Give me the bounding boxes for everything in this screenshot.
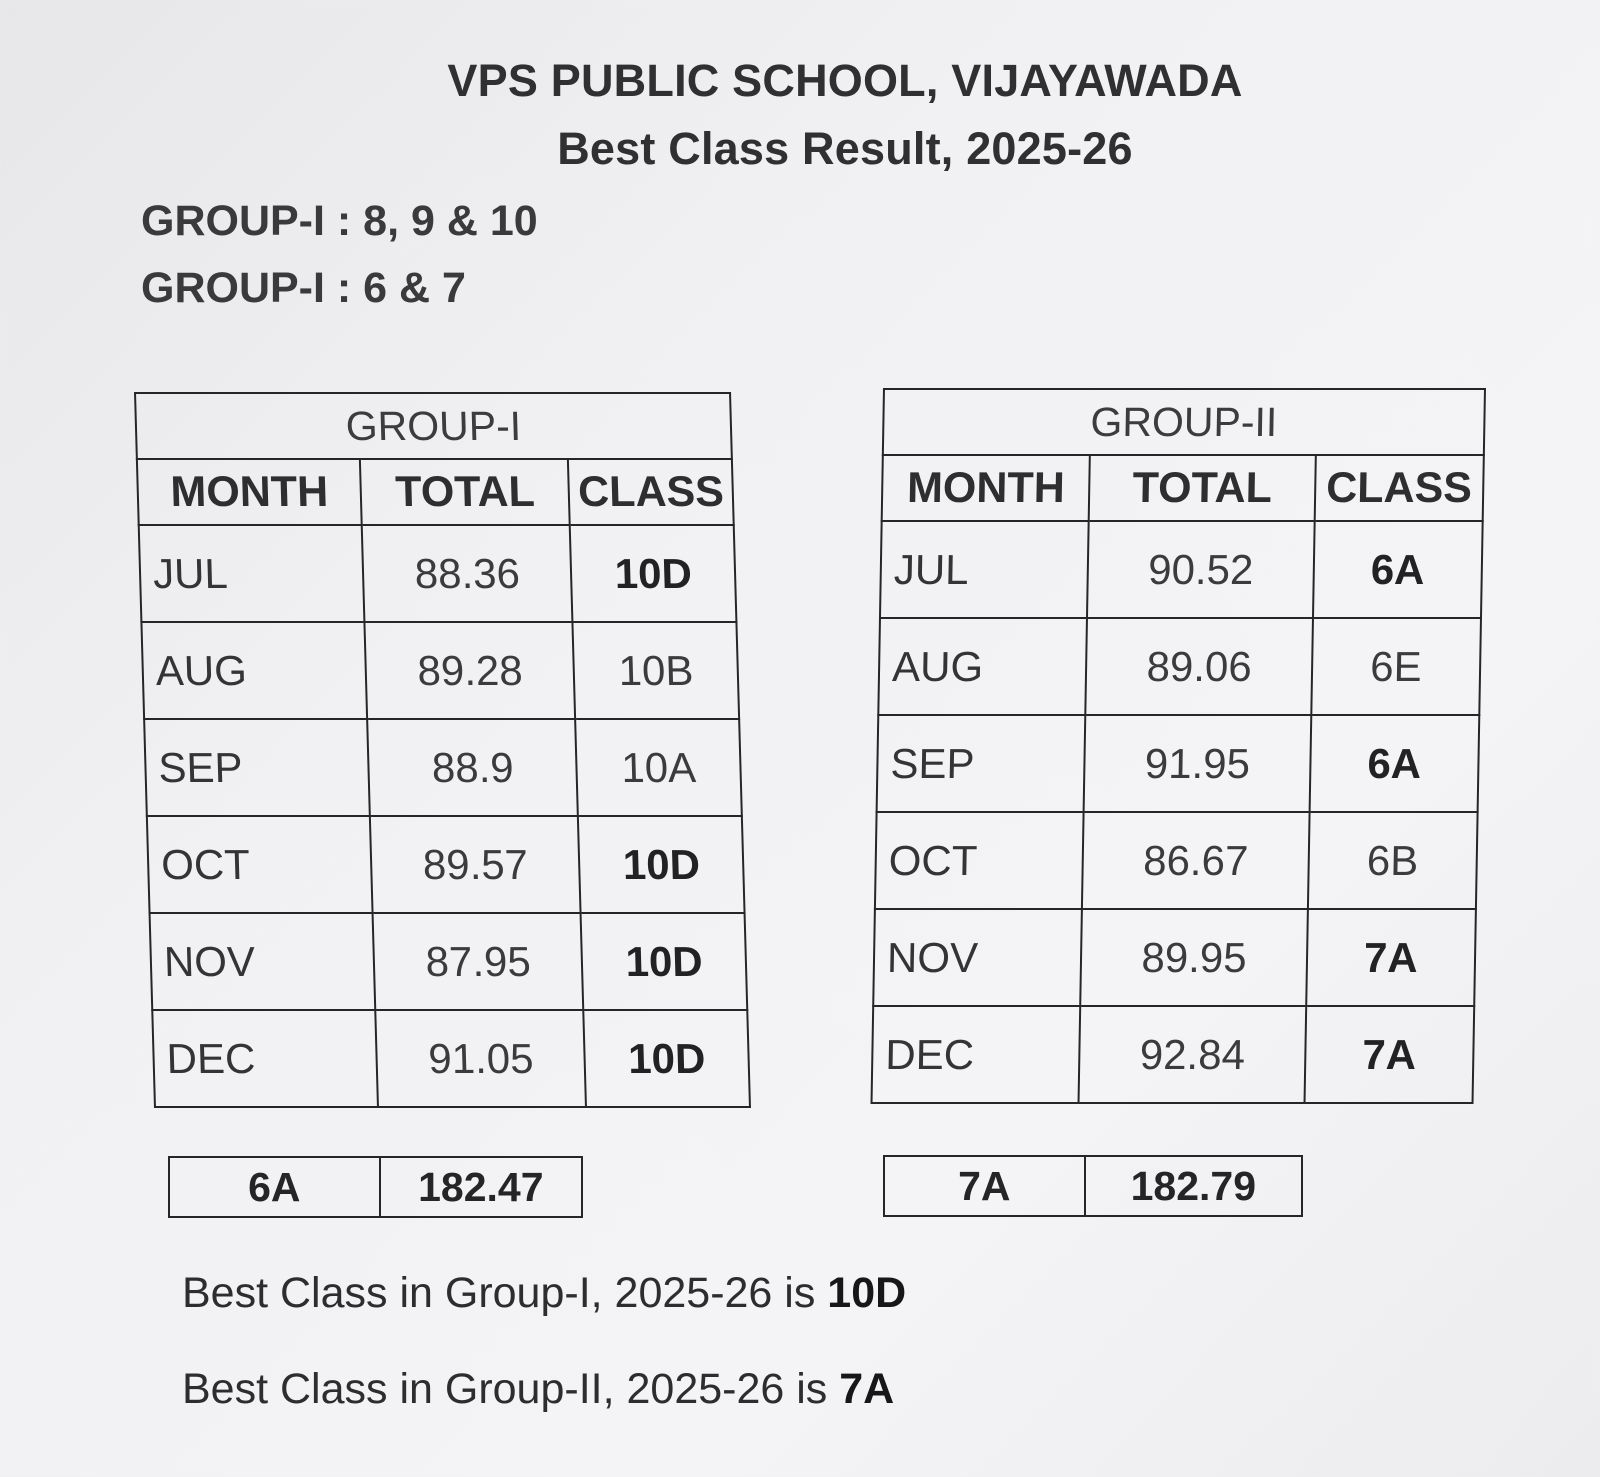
group-i-summary: [168, 1156, 583, 1218]
total-cell: 89.95: [1081, 909, 1308, 1006]
month-cell: SEP: [877, 715, 1086, 812]
class-cell: 6A: [1309, 715, 1479, 812]
group-ii-month-header: MONTH: [882, 455, 1090, 521]
class-cell: 6A: [1313, 521, 1483, 618]
group-ii-class-header: CLASS: [1314, 455, 1483, 521]
month-cell: OCT: [875, 812, 1084, 909]
table-row: [141, 622, 739, 719]
class-cell: 6E: [1311, 618, 1481, 715]
total-cell: 90.52: [1087, 521, 1314, 618]
summary-class: 6A: [169, 1157, 380, 1217]
total-cell: 89.57: [370, 816, 581, 913]
summary-total: 182.47: [380, 1157, 582, 1217]
best-class-group-ii-value: 7A: [839, 1365, 895, 1413]
total-cell: 89.06: [1086, 618, 1313, 715]
group-i-table: [134, 392, 751, 1108]
group-ii-table: [871, 388, 1486, 1104]
class-cell: 7A: [1306, 909, 1476, 1006]
class-cell: 7A: [1304, 1006, 1474, 1103]
table-row: [144, 719, 742, 816]
result-subtitle: Best Class Result, 2025-26: [557, 123, 1133, 174]
table-row: [880, 521, 1483, 618]
table-row: [872, 1006, 1475, 1103]
table-row: [150, 913, 748, 1010]
table-row: [878, 618, 1481, 715]
table-row: [139, 525, 737, 622]
class-cell: 10D: [584, 1010, 750, 1107]
total-cell: 88.36: [362, 525, 573, 622]
group-i-total-header: TOTAL: [360, 459, 570, 525]
month-cell: AUG: [878, 618, 1087, 715]
summary-total: 182.79: [1085, 1156, 1302, 1216]
school-title: VPS PUBLIC SCHOOL, VIJAYAWADA: [447, 55, 1243, 106]
month-cell: NOV: [150, 913, 376, 1010]
month-cell: DEC: [872, 1006, 1081, 1103]
table-row: [147, 816, 745, 913]
best-class-group-ii-prefix: Best Class in Group-II, 2025-26 is: [182, 1365, 840, 1413]
total-cell: 86.67: [1082, 812, 1309, 909]
best-class-group-ii: [182, 1365, 894, 1414]
best-class-group-i: [182, 1269, 906, 1318]
best-class-group-i-value: 10D: [827, 1269, 907, 1317]
summary-class: 7A: [884, 1156, 1085, 1216]
month-cell: SEP: [144, 719, 370, 816]
table-row: [877, 715, 1480, 812]
total-cell: 91.05: [375, 1010, 586, 1107]
table-row: [875, 812, 1478, 909]
group-definition-2: GROUP-I : 6 & 7: [141, 264, 466, 312]
best-class-group-i-prefix: Best Class in Group-I, 2025-26 is: [182, 1269, 828, 1317]
group-definition-1: GROUP-I : 8, 9 & 10: [141, 197, 538, 245]
group-ii-summary: [883, 1155, 1303, 1217]
group-i-class-header: CLASS: [568, 459, 733, 525]
class-cell: 10D: [578, 816, 744, 913]
month-cell: OCT: [147, 816, 373, 913]
group-i-table-title: GROUP-I: [135, 393, 732, 459]
class-cell: 6B: [1308, 812, 1478, 909]
group-ii-table-title: GROUP-II: [883, 389, 1485, 455]
month-cell: DEC: [152, 1010, 378, 1107]
group-i-month-header: MONTH: [137, 459, 362, 525]
total-cell: 87.95: [373, 913, 584, 1010]
group-ii-total-header: TOTAL: [1089, 455, 1316, 521]
table-row: [873, 909, 1476, 1006]
class-cell: 10D: [570, 525, 736, 622]
table-row: [152, 1010, 750, 1107]
class-cell: 10A: [576, 719, 742, 816]
total-cell: 91.95: [1084, 715, 1311, 812]
month-cell: NOV: [873, 909, 1082, 1006]
class-cell: 10D: [581, 913, 747, 1010]
month-cell: JUL: [139, 525, 365, 622]
total-cell: 88.9: [367, 719, 578, 816]
total-cell: 89.28: [365, 622, 576, 719]
class-cell: 10B: [573, 622, 739, 719]
total-cell: 92.84: [1079, 1006, 1306, 1103]
month-cell: AUG: [141, 622, 367, 719]
month-cell: JUL: [880, 521, 1089, 618]
